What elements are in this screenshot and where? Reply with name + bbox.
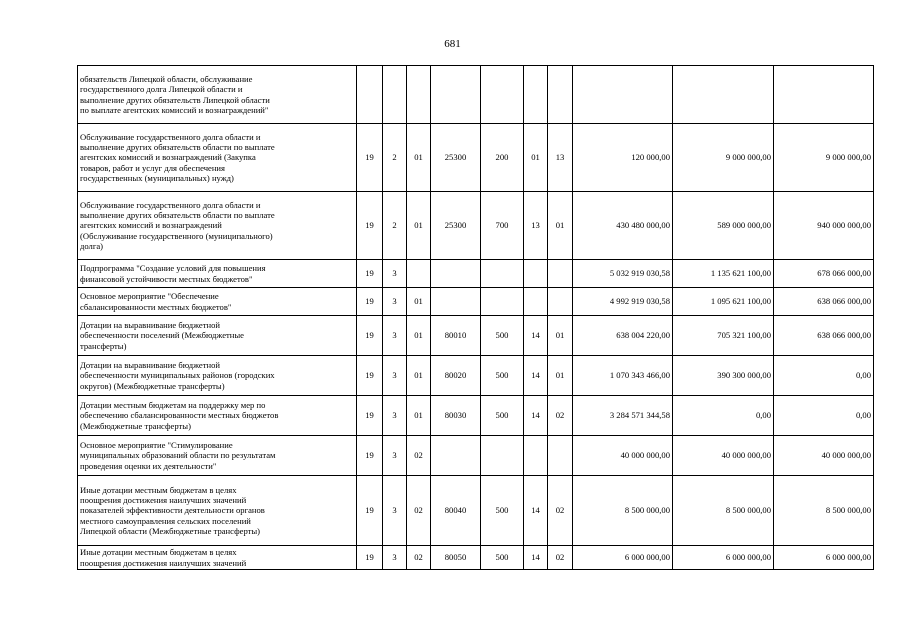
code-section: 14	[524, 356, 548, 396]
code-subsection	[548, 288, 573, 316]
amount-year-1	[573, 66, 673, 124]
budget-table	[77, 65, 874, 570]
code-direction: 25300	[431, 192, 481, 260]
code-main-activity: 02	[407, 546, 431, 570]
code-direction: 80050	[431, 546, 481, 570]
code-subsection: 02	[548, 476, 573, 546]
code-subsection: 13	[548, 124, 573, 192]
amount-year-2: 1 135 621 100,00	[673, 260, 774, 288]
code-section	[524, 260, 548, 288]
row-name: Дотации на выравнивание бюджетной обеспеченности муниципальных районов (городских округов) (Межбюджетные трансферты)	[78, 356, 357, 396]
code-main-activity: 01	[407, 192, 431, 260]
code-ministry: 19	[357, 260, 383, 288]
code-subprogram: 2	[383, 124, 407, 192]
code-section: 13	[524, 192, 548, 260]
amount-year-1: 3 284 571 344,58	[573, 396, 673, 436]
amount-year-1: 5 032 919 030,58	[573, 260, 673, 288]
table-row	[78, 124, 874, 192]
code-subsection	[548, 436, 573, 476]
code-main-activity: 02	[407, 476, 431, 546]
code-expense-type: 500	[481, 316, 524, 356]
code-ministry: 19	[357, 288, 383, 316]
table-row	[78, 546, 874, 570]
code-direction	[431, 260, 481, 288]
code-ministry: 19	[357, 356, 383, 396]
amount-year-2: 8 500 000,00	[673, 476, 774, 546]
amount-year-2: 705 321 100,00	[673, 316, 774, 356]
code-subprogram: 3	[383, 316, 407, 356]
row-name: Обслуживание государственного долга области и выполнение других обязательств области по выплате агентских комиссий и вознаграждений (Обслуживание государственного (муниципального) долга)	[78, 192, 357, 260]
amount-year-1: 40 000 000,00	[573, 436, 673, 476]
amount-year-1: 4 992 919 030,58	[573, 288, 673, 316]
code-expense-type	[481, 66, 524, 124]
code-main-activity: 02	[407, 436, 431, 476]
code-subsection: 02	[548, 546, 573, 570]
code-direction: 80010	[431, 316, 481, 356]
amount-year-3: 0,00	[774, 356, 874, 396]
table-row	[78, 396, 874, 436]
code-main-activity: 01	[407, 316, 431, 356]
code-section: 01	[524, 124, 548, 192]
code-expense-type: 500	[481, 356, 524, 396]
code-direction: 80040	[431, 476, 481, 546]
code-subprogram: 3	[383, 436, 407, 476]
code-section	[524, 288, 548, 316]
code-ministry: 19	[357, 436, 383, 476]
table-row	[78, 288, 874, 316]
code-expense-type: 700	[481, 192, 524, 260]
amount-year-2	[673, 66, 774, 124]
amount-year-2: 6 000 000,00	[673, 546, 774, 570]
amount-year-1: 8 500 000,00	[573, 476, 673, 546]
code-expense-type: 500	[481, 476, 524, 546]
code-direction: 80020	[431, 356, 481, 396]
amount-year-3: 40 000 000,00	[774, 436, 874, 476]
amount-year-1: 6 000 000,00	[573, 546, 673, 570]
row-name: Основное мероприятие "Обеспечение сбалансированности местных бюджетов"	[78, 288, 357, 316]
amount-year-1: 120 000,00	[573, 124, 673, 192]
code-expense-type: 200	[481, 124, 524, 192]
code-subsection	[548, 66, 573, 124]
row-name: Подпрограмма "Создание условий для повышения финансовой устойчивости местных бюджетов"	[78, 260, 357, 288]
amount-year-3: 9 000 000,00	[774, 124, 874, 192]
page-number: 681	[444, 38, 461, 50]
amount-year-1: 638 004 220,00	[573, 316, 673, 356]
code-main-activity	[407, 260, 431, 288]
code-direction: 80030	[431, 396, 481, 436]
amount-year-2: 1 095 621 100,00	[673, 288, 774, 316]
amount-year-3: 0,00	[774, 396, 874, 436]
amount-year-3: 6 000 000,00	[774, 546, 874, 570]
code-expense-type: 500	[481, 396, 524, 436]
row-name: Основное мероприятие "Стимулирование муниципальных образований области по результатам проведения оценки их деятельности"	[78, 436, 357, 476]
code-ministry: 19	[357, 316, 383, 356]
code-section	[524, 66, 548, 124]
row-name: Иные дотации местным бюджетам в целях поощрения достижения наилучших значений	[78, 546, 357, 570]
code-main-activity: 01	[407, 124, 431, 192]
code-ministry: 19	[357, 124, 383, 192]
code-ministry: 19	[357, 476, 383, 546]
code-subprogram: 3	[383, 396, 407, 436]
row-name: Дотации местным бюджетам на поддержку мер по обеспечению сбалансированности местных бюджетов (Межбюджетные трансферты)	[78, 396, 357, 436]
code-main-activity	[407, 66, 431, 124]
code-subprogram	[383, 66, 407, 124]
code-direction	[431, 66, 481, 124]
code-subsection: 01	[548, 192, 573, 260]
amount-year-3: 638 066 000,00	[774, 316, 874, 356]
code-section: 14	[524, 396, 548, 436]
code-subprogram: 3	[383, 476, 407, 546]
code-direction: 25300	[431, 124, 481, 192]
code-expense-type: 500	[481, 546, 524, 570]
amount-year-3: 8 500 000,00	[774, 476, 874, 546]
row-name: обязательств Липецкой области, обслуживание государственного долга Липецкой области и выполнение других обязательств Липецкой области по выплате агентских комиссий и вознаграждений"	[78, 66, 357, 124]
code-subprogram: 3	[383, 260, 407, 288]
code-subsection: 01	[548, 356, 573, 396]
table-row	[78, 260, 874, 288]
code-section: 14	[524, 546, 548, 570]
code-expense-type	[481, 260, 524, 288]
code-main-activity: 01	[407, 396, 431, 436]
amount-year-1: 1 070 343 466,00	[573, 356, 673, 396]
amount-year-3: 940 000 000,00	[774, 192, 874, 260]
code-ministry: 19	[357, 192, 383, 260]
amount-year-2: 9 000 000,00	[673, 124, 774, 192]
row-name: Обслуживание государственного долга области и выполнение других обязательств области по выплате агентских комиссий и вознаграждений (Закупка товаров, работ и услуг для обеспечения государственных (муниципальных) нужд)	[78, 124, 357, 192]
row-name: Дотации на выравнивание бюджетной обеспеченности поселений (Межбюджетные трансферты)	[78, 316, 357, 356]
code-subprogram: 3	[383, 288, 407, 316]
code-ministry: 19	[357, 546, 383, 570]
code-main-activity: 01	[407, 288, 431, 316]
code-main-activity: 01	[407, 356, 431, 396]
code-expense-type	[481, 436, 524, 476]
amount-year-3: 638 066 000,00	[774, 288, 874, 316]
table-row	[78, 356, 874, 396]
code-section	[524, 436, 548, 476]
amount-year-2: 390 300 000,00	[673, 356, 774, 396]
amount-year-3: 678 066 000,00	[774, 260, 874, 288]
code-ministry	[357, 66, 383, 124]
code-subprogram: 2	[383, 192, 407, 260]
code-ministry: 19	[357, 396, 383, 436]
code-subsection: 02	[548, 396, 573, 436]
code-subsection: 01	[548, 316, 573, 356]
amount-year-2: 40 000 000,00	[673, 436, 774, 476]
code-direction	[431, 288, 481, 316]
code-subsection	[548, 260, 573, 288]
code-section: 14	[524, 316, 548, 356]
amount-year-1: 430 480 000,00	[573, 192, 673, 260]
table-row	[78, 476, 874, 546]
table-row	[78, 436, 874, 476]
table-row	[78, 316, 874, 356]
code-direction	[431, 436, 481, 476]
row-name: Иные дотации местным бюджетам в целях поощрения достижения наилучших значений показателей эффективности деятельности органов местного самоуправления сельских поселений Липецкой области (Межбюджетные трансферты)	[78, 476, 357, 546]
amount-year-2: 589 000 000,00	[673, 192, 774, 260]
table-row	[78, 66, 874, 124]
code-expense-type	[481, 288, 524, 316]
amount-year-3	[774, 66, 874, 124]
amount-year-2: 0,00	[673, 396, 774, 436]
table-row	[78, 192, 874, 260]
code-subprogram: 3	[383, 356, 407, 396]
code-section: 14	[524, 476, 548, 546]
code-subprogram: 3	[383, 546, 407, 570]
